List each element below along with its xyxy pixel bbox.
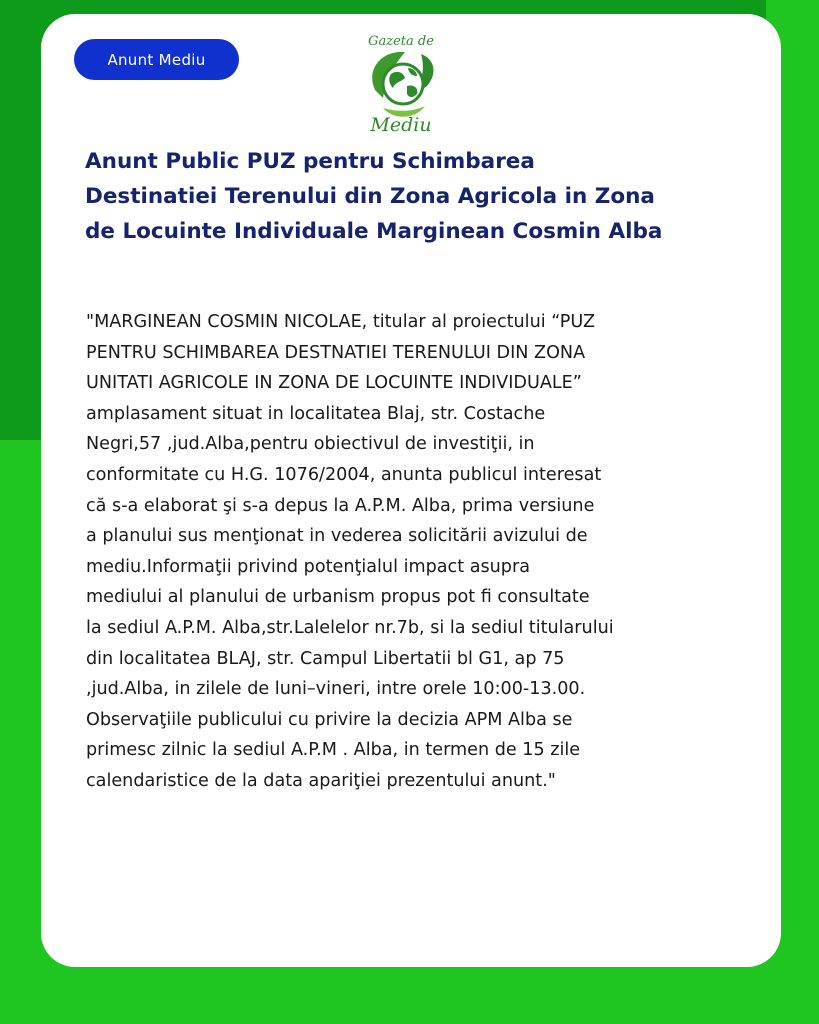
title-line: Destinatiei Terenului din Zona Agricola in Zona (85, 184, 655, 209)
body-line: calendaristice de la data apariţiei prezentului anunt." (86, 770, 556, 791)
body-line: a planului sus menţionat in vederea solicitării avizului de (86, 526, 588, 547)
body-line: UNITATI AGRICOLE IN ZONA DE LOCUINTE INDIVIDUALE” (86, 373, 582, 394)
announcement-body (86, 307, 776, 797)
body-line: primesc zilnic la sediul A.P.M . Alba, in termen de 15 zile (86, 740, 581, 761)
title-line: Anunt Public PUZ pentru Schimbarea (85, 149, 535, 174)
body-line: conformitate cu H.G. 1076/2004, anunta publicul interesat (86, 464, 602, 485)
title-line: de Locuinte Individuale Marginean Cosmin Alba (85, 219, 663, 244)
body-line: la sediul A.P.M. Alba,str.Lalelelor nr.7b, si la sediul titularului (86, 617, 614, 638)
body-line: PENTRU SCHIMBAREA DESTNATIEI TERENULUI DIN ZONA (86, 342, 586, 363)
category-badge[interactable]: Anunt Mediu (74, 39, 239, 80)
announcement-card (41, 14, 781, 967)
body-line: "MARGINEAN COSMIN NICOLAE, titular al proiectului “PUZ (86, 312, 595, 332)
announcement-title (85, 144, 765, 249)
body-line: mediului al planului de urbanism propus pot fi consultate (86, 587, 590, 608)
body-line: Observaţiile publicului cu privire la decizia APM Alba se (86, 709, 573, 730)
gazeta-de-mediu-logo (353, 28, 449, 140)
body-line: amplasament situat in localitatea Blaj, str. Costache (86, 403, 546, 424)
body-line: că s-a elaborat şi s-a depus la A.P.M. Alba, prima versiune (86, 495, 595, 516)
body-line: din localitatea BLAJ, str. Campul Libertatii bl G1, ap 75 (86, 648, 565, 669)
body-line: ,jud.Alba, in zilele de luni–vineri, intre orele 10:00-13.00. (86, 679, 586, 700)
logo-top-text: Gazeta de (368, 34, 434, 49)
body-line: Negri,57 ,jud.Alba,pentru obiectivul de investiţii, in (86, 434, 535, 455)
logo-bottom-text: Mediu (370, 114, 432, 136)
body-line: mediu.Informaţii privind potenţialul impact asupra (86, 556, 530, 577)
